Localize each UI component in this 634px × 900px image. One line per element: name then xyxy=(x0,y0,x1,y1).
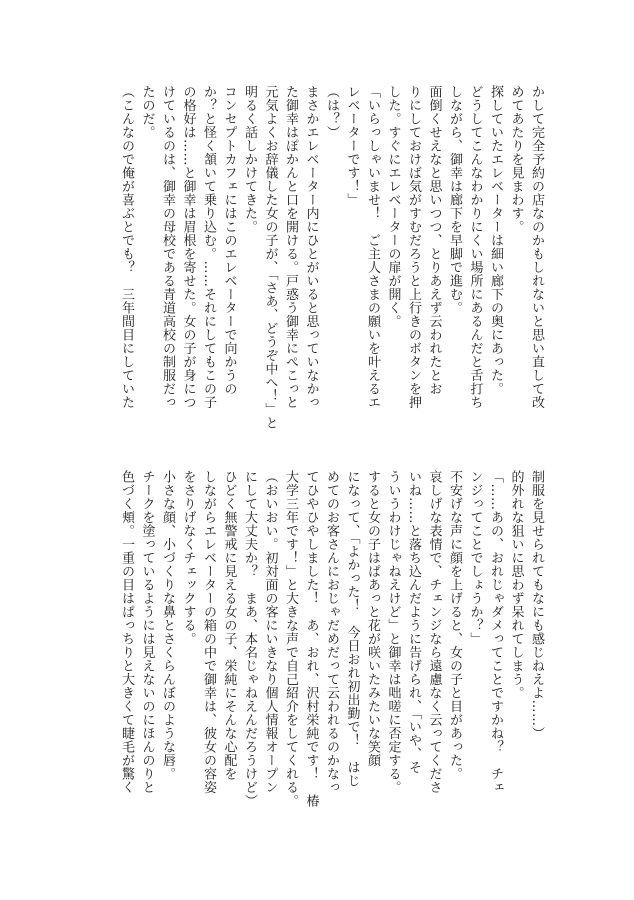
text-line: けているのは、御幸の母校である青道高校の制服だっ xyxy=(160,85,175,409)
lower-text-block xyxy=(86,470,546,835)
text-line: 明るく話しかけてきた。 xyxy=(242,85,257,234)
text-line: 「……あの、おれじゃダメってことですかね？ チェ xyxy=(488,470,503,794)
text-line: 面倒くせえなと思いつつ、とりあえず云われたとお xyxy=(426,85,442,396)
upper-text-block xyxy=(86,85,546,450)
text-line: か？と怪く頷いて乗り込む。……それにしてもこの子 xyxy=(201,85,216,409)
text-line: めてのお客さんにおじゃだめだって云われるのかなっ xyxy=(324,470,339,794)
text-line: 制服を見せられてもなにも感じねえよ……） xyxy=(529,470,544,740)
text-line: た御幸はぽかんと口を開ける。戸惑う御幸にぺこっと xyxy=(283,85,298,409)
text-line: しながら、御幸は廊下を早脚で進む。 xyxy=(447,85,462,315)
text-line: ひどく無警戒に見える女の子、栄純にそんな心配を xyxy=(221,470,237,781)
text-line: 大学三年です！」と大きな声で自己紹介をしてくれる。 xyxy=(283,470,298,808)
text-line: めてあたりを見まわす。 xyxy=(508,85,524,234)
text-line: 元気よくお辞儀した女の子が、「さあ、どうぞ中へ！」と xyxy=(262,85,278,430)
text-line: チークを塗っているようには見えないのにほんのりと xyxy=(139,470,155,794)
text-line: たのだ。 xyxy=(139,85,155,139)
text-line: （は？） xyxy=(324,85,339,139)
text-line: レベーターです！」 xyxy=(344,85,360,207)
text-line: 「いらっしゃいませ！ ご主人さまの願いを叶えるエ xyxy=(365,85,380,409)
text-line: しながらエレベーターの箱の中で御幸は、彼女の容姿 xyxy=(201,470,216,794)
text-line: ういうわけじゃねえけど」と御幸は咄嗟に否定する。 xyxy=(385,470,401,794)
text-line: にして大丈夫か？ まあ、本名じゃねえんだろうけど） xyxy=(242,470,257,808)
text-line: （おいおい。初対面の客にいきなり個人情報オープン xyxy=(262,470,278,794)
text-line: コンセプトカフェにはこのエレベーターで向かうの xyxy=(221,85,237,396)
text-line: 探していたエレベーターは細い廊下の奥にあった。 xyxy=(488,85,503,396)
text-line: 哀しげな表情で、チェンジなら遠慮なく云ってくださ xyxy=(426,470,442,794)
text-line: をさりげなくチェックする。 xyxy=(180,470,196,646)
text-line: かして完全予約の店なのかもしれないと思い直して改 xyxy=(529,85,544,409)
text-line: てひやひやしました！ あ、おれ、沢村栄純です！ 椿 xyxy=(303,470,319,808)
text-line: すると女の子はぱあっと花が咲いたみたいな笑顔 xyxy=(365,470,380,767)
text-line: 色づく頬。一重の目はぱっちりと大きくて睫毛が驚く xyxy=(119,470,134,794)
text-line: まさかエレベーター内にひとがいると思っていなかっ xyxy=(303,85,319,409)
text-line: 的外れな狙いに思わず呆れてしまう。 xyxy=(508,470,524,700)
text-line: ンジってことでしょうか？」 xyxy=(467,470,483,646)
text-line: いね……と落ち込んだように告げられ、「いや、そ xyxy=(406,470,421,774)
text-line: の格好は……と御幸は眉根を寄せた。女の子が身につ xyxy=(180,85,196,409)
text-line: した。すぐにエレベーターの扉が開く。 xyxy=(385,85,401,328)
text-line: 小さな顔、小づくりな鼻とさくらんぼのような唇。 xyxy=(160,470,175,781)
text-line: になって、「よかった！ 今日おれ初出勤で！ はじ xyxy=(344,470,360,788)
text-line: 不安げな声に顔を上げると、女の子と目があった。 xyxy=(447,470,462,781)
text-line: りにしておけば気がすむだろうと上行きのボタンを押 xyxy=(406,85,421,409)
text-line: （こんなので俺が喜ぶとでも？ 三年間目にしていた xyxy=(119,85,134,409)
text-line: どうしてこんなわかりにくい場所にあるんだと舌打ち xyxy=(467,85,483,409)
